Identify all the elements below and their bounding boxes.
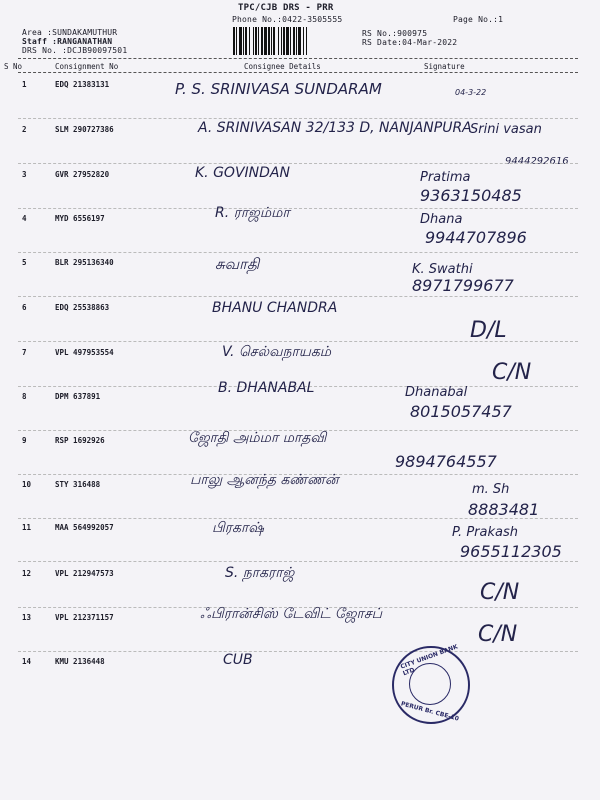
col-sno: S No xyxy=(4,62,23,71)
row-mobile: 9444292616 xyxy=(505,156,569,167)
row-consignment-no: KMU 2136448 xyxy=(55,657,105,666)
stamp-top-text: CITY UNION BANK LTD xyxy=(399,643,459,678)
row-consignee: A. SRINIVASAN 32/133 D, NANJANPURA xyxy=(198,120,472,136)
row-sno: 5 xyxy=(22,258,27,267)
row-consignment-no: STY 316488 xyxy=(55,480,101,489)
row-sno: 4 xyxy=(22,214,27,223)
row-signature: m. Sh xyxy=(472,482,510,497)
row-mobile: 8971799677 xyxy=(412,276,514,295)
rs-date: RS Date:04-Mar-2022 xyxy=(362,38,458,47)
row-consignee: R. ராஜம்மா xyxy=(215,205,290,221)
row-divider xyxy=(18,341,578,342)
row-signature: C/N xyxy=(492,360,532,385)
row-divider xyxy=(18,252,578,253)
row-signature: K. Swathi xyxy=(412,262,473,277)
row-consignee: சுவாதி xyxy=(215,255,260,273)
sheet-title: TPC/CJB DRS - PRR xyxy=(238,3,334,13)
row-consignment-no: MYD 6556197 xyxy=(55,214,105,223)
area-label: Area :SUNDAKAMUTHUR xyxy=(22,28,118,37)
row-sno: 1 xyxy=(22,80,27,89)
row-sno: 2 xyxy=(22,125,27,134)
row-consignment-no: VPL 212947573 xyxy=(55,569,114,578)
row-consignment-no: BLR 295136340 xyxy=(55,258,114,267)
row-sno: 11 xyxy=(22,523,32,532)
row-signature: Srini vasan xyxy=(470,122,542,137)
row-consignment-no: GVR 27952820 xyxy=(55,170,110,179)
row-divider xyxy=(18,296,578,297)
row-consignee: ஃபிரான்சிஸ் டேவிட் ஜோசப் xyxy=(200,606,383,622)
row-sno: 7 xyxy=(22,348,27,357)
phone-number: Phone No.:0422-3505555 xyxy=(232,15,343,24)
row-mobile: 9944707896 xyxy=(425,228,527,247)
row-signature: 04-3-22 xyxy=(455,88,487,97)
row-sno: 9 xyxy=(22,436,27,445)
row-signature: P. Prakash xyxy=(452,525,518,540)
row-consignee: V. செல்வநாயகம் xyxy=(222,344,332,360)
rs-number: RS No.:900975 xyxy=(362,29,428,38)
row-consignment-no: RSP 1692926 xyxy=(55,436,105,445)
row-sno: 10 xyxy=(22,480,32,489)
stamp-bottom-text: PERUR Br. CBE-10 xyxy=(400,700,460,723)
row-divider xyxy=(18,118,578,119)
col-signature: Signature xyxy=(424,62,465,71)
row-consignee: பிரகாஷ் xyxy=(212,520,264,536)
row-signature: Pratima xyxy=(420,170,471,185)
row-consignee: S. நாகராஜ் xyxy=(225,565,295,581)
row-sno: 14 xyxy=(22,657,32,666)
row-mobile: 9655112305 xyxy=(460,542,562,561)
divider xyxy=(18,58,578,59)
barcode-icon xyxy=(232,27,350,55)
drs-number: DRS No. :DCJB90097501 xyxy=(22,46,128,55)
row-signature: Dhana xyxy=(420,212,463,227)
row-consignee: K. GOVINDAN xyxy=(195,165,290,181)
row-consignee: B. DHANABAL xyxy=(218,380,315,396)
row-signature: D/L xyxy=(470,318,507,343)
col-consignee: Consignee Details xyxy=(244,62,321,71)
staff-label: Staff :RANGANATHAN xyxy=(22,37,113,46)
row-sno: 6 xyxy=(22,303,27,312)
row-divider xyxy=(18,163,578,164)
row-signature: C/N xyxy=(478,622,518,647)
row-consignee: ஜோதி அம்மா மாதவி xyxy=(188,430,327,446)
row-sno: 8 xyxy=(22,392,27,401)
row-mobile: 9363150485 xyxy=(420,186,522,205)
row-consignment-no: VPL 497953554 xyxy=(55,348,114,357)
row-divider xyxy=(18,208,578,209)
row-consignee: CUB xyxy=(223,652,253,668)
row-divider xyxy=(18,651,578,652)
bank-stamp xyxy=(392,643,470,724)
row-sno: 13 xyxy=(22,613,32,622)
row-signature: Dhanabal xyxy=(405,385,468,400)
page-number: Page No.:1 xyxy=(453,15,504,24)
row-signature: C/N xyxy=(480,580,520,605)
row-consignment-no: SLM 290727386 xyxy=(55,125,114,134)
row-consignee: BHANU CHANDRA xyxy=(212,300,338,316)
row-mobile: 8883481 xyxy=(468,500,540,519)
row-consignment-no: MAA 564992057 xyxy=(55,523,114,532)
row-consignment-no: DPM 637891 xyxy=(55,392,101,401)
col-consignment: Consignment No xyxy=(55,62,119,71)
row-consignee: P. S. SRINIVASA SUNDARAM xyxy=(175,80,382,98)
row-consignment-no: EDQ 25538863 xyxy=(55,303,110,312)
row-sno: 12 xyxy=(22,569,32,578)
row-divider xyxy=(18,518,578,519)
row-mobile: 9894764557 xyxy=(395,452,497,471)
row-sno: 3 xyxy=(22,170,27,179)
row-mobile: 8015057457 xyxy=(410,402,512,421)
row-divider xyxy=(18,561,578,562)
divider xyxy=(18,72,578,73)
row-consignee: பாலு ஆனந்த கண்ணன் xyxy=(190,472,339,488)
row-consignment-no: VPL 212371157 xyxy=(55,613,114,622)
row-consignment-no: EDQ 21383131 xyxy=(55,80,110,89)
